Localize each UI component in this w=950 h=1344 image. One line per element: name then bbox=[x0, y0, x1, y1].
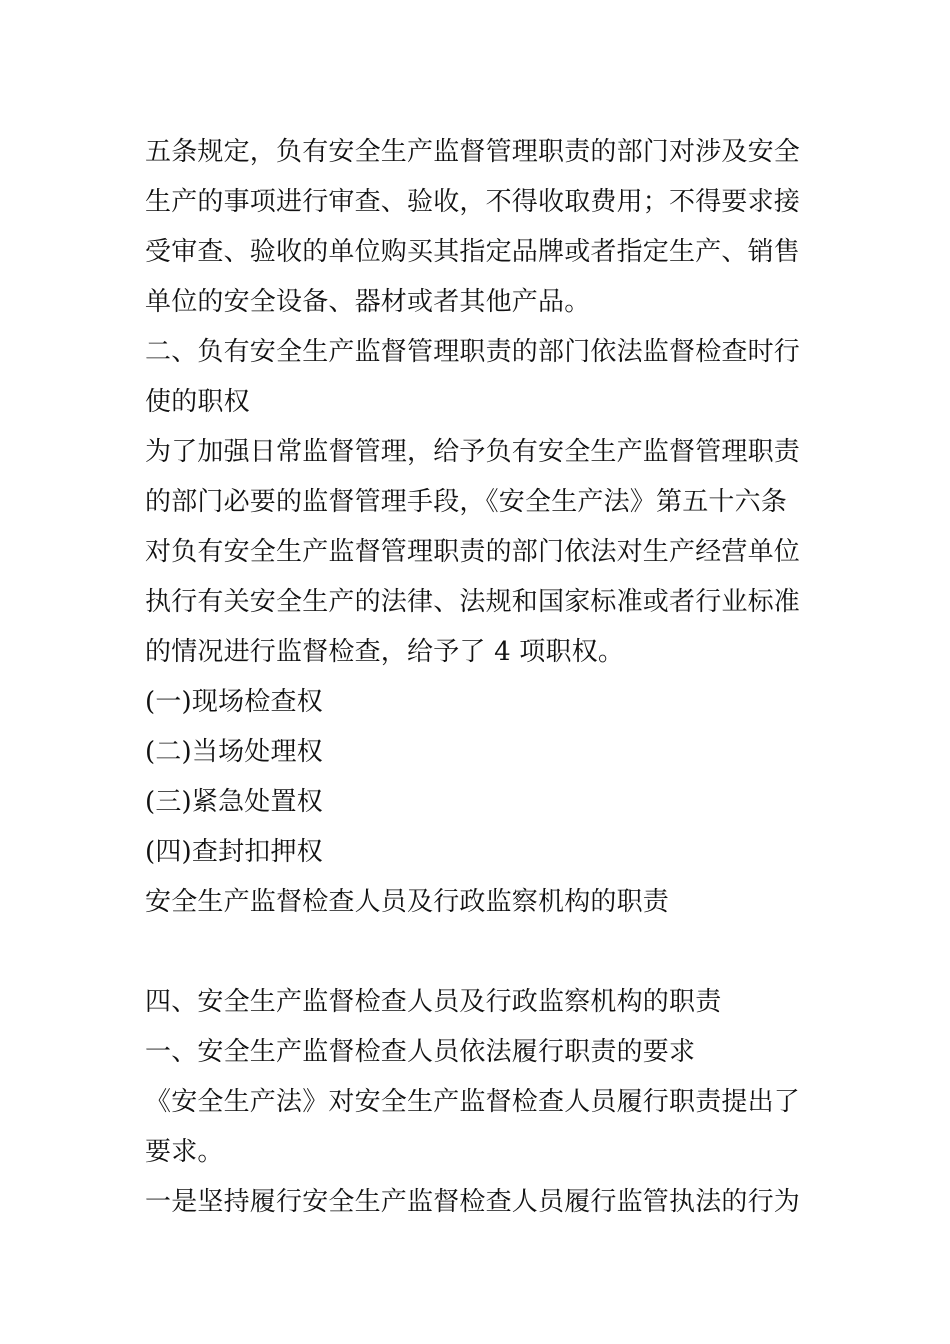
text-line: 一是坚持履行安全生产监督检查人员履行监管执法的行为 bbox=[145, 1187, 801, 1217]
list-item: (四)查封扣押权 bbox=[145, 837, 323, 867]
text-line: 生产的事项进行审查、验收，不得收取费用；不得要求接 bbox=[145, 187, 801, 217]
text-line: 五条规定，负有安全生产监督管理职责的部门对涉及安全 bbox=[145, 137, 801, 167]
text-line: 《安全生产法》对安全生产监督检查人员履行职责提出了 bbox=[145, 1087, 801, 1117]
list-item: (二)当场处理权 bbox=[145, 737, 323, 767]
text-line: 执行有关安全生产的法律、法规和国家标准或者行业标准 bbox=[145, 587, 801, 617]
section-heading-line: 一、安全生产监督检查人员依法履行职责的要求 bbox=[145, 1037, 696, 1067]
section-heading-line: 二、负有安全生产监督管理职责的部门依法监督检查时行 bbox=[145, 337, 801, 367]
text-line: 对负有安全生产监督管理职责的部门依法对生产经营单位 bbox=[145, 537, 801, 567]
document-body bbox=[145, 127, 810, 1227]
text-line: 受审查、验收的单位购买其指定品牌或者指定生产、销售 bbox=[145, 237, 801, 267]
text-line: 的部门必要的监督管理手段，《安全生产法》第五十六条 bbox=[145, 487, 788, 517]
subheading-line: 安全生产监督检查人员及行政监察机构的职责 bbox=[145, 887, 670, 917]
section-heading-line: 使的职权 bbox=[145, 387, 250, 417]
text-line: 为了加强日常监督管理，给予负有安全生产监督管理职责 bbox=[145, 437, 801, 467]
list-item: (一)现场检查权 bbox=[145, 687, 323, 717]
blank-line bbox=[145, 927, 810, 977]
text-line: 的情况进行监督检查，给予了 4 项职权。 bbox=[145, 637, 625, 667]
text-line: 要求。 bbox=[145, 1137, 224, 1167]
section-heading-line: 四、安全生产监督检查人员及行政监察机构的职责 bbox=[145, 987, 722, 1017]
list-item: (三)紧急处置权 bbox=[145, 787, 323, 817]
text-line: 单位的安全设备、器材或者其他产品。 bbox=[145, 287, 591, 317]
